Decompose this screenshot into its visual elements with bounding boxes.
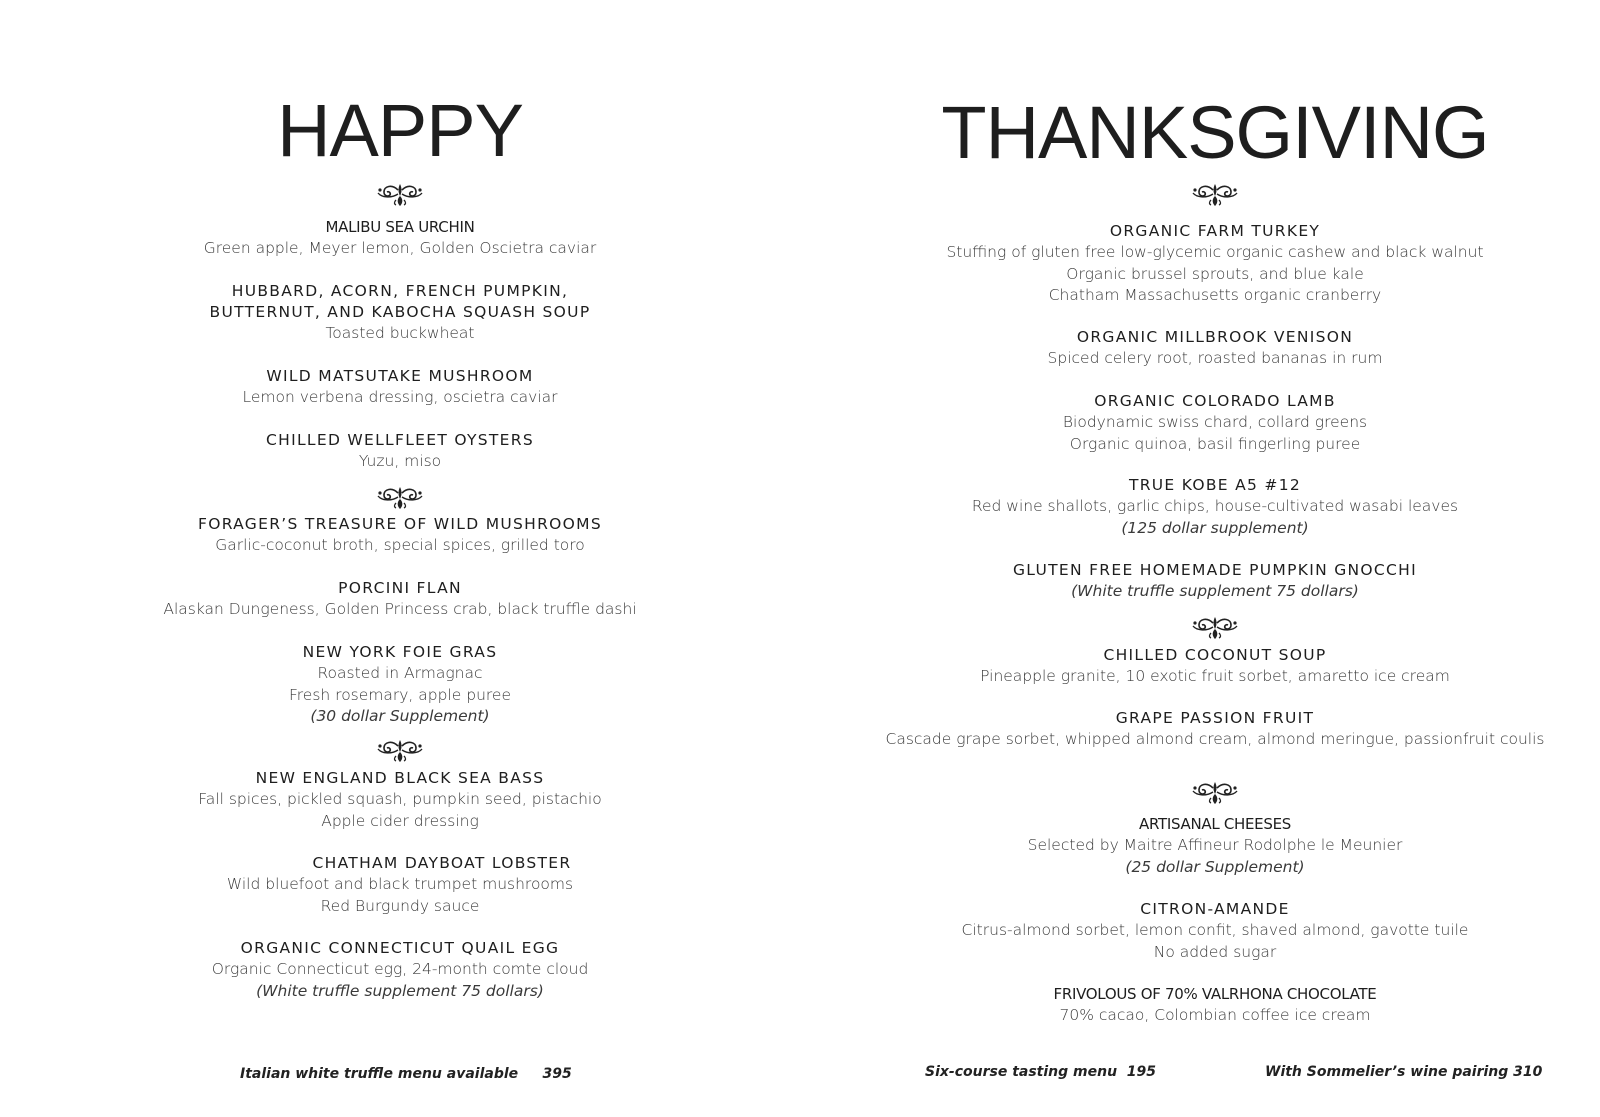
dish-name: HUBBARD, ACORN, FRENCH PUMPKIN, (231, 282, 569, 300)
flourish-ornament-icon (880, 778, 1550, 804)
dish-description: Garlic-coconut broth, special spices, grilled toro (215, 536, 585, 554)
dish-description: Cascade grape sorbet, whipped almond cream, almond meringue, passionfruit coulis (885, 730, 1545, 748)
dish-name: GRAPE PASSION FRUIT (1115, 709, 1315, 727)
menu-item (880, 560, 1550, 603)
dish-name: GLUTEN FREE HOMEMADE PUMPKIN GNOCCHI (1012, 561, 1417, 579)
footer-wine-pairing-price: With Sommelier’s wine pairing 310 (1265, 1064, 1543, 1080)
dish-description: Green apple, Meyer lemon, Golden Oscietra caviar (203, 239, 597, 257)
dish-name: TRUE KOBE A5 #12 (1128, 476, 1302, 494)
menu-item (880, 708, 1550, 751)
dish-description: Chatham Massachusetts organic cranberry (1048, 286, 1382, 304)
dish-supplement: (White truffle supplement 75 dollars) (256, 981, 544, 1000)
dish-description: Toasted buckwheat (325, 324, 475, 342)
dish-name: ORGANIC CONNECTICUT QUAIL EGG (240, 939, 560, 957)
dish-description: Selected by Maitre Affineur Rodolphe le Meunier (1027, 836, 1403, 854)
flourish-ornament-icon (150, 736, 650, 762)
menu-item (150, 853, 650, 917)
dish-description: Citrus-almond sorbet, lemon confit, shaved almond, gavotte tuile (961, 921, 1469, 939)
dish-description: Pineapple granite, 10 exotic fruit sorbet, amaretto ice cream (980, 667, 1450, 685)
menu-item (880, 475, 1550, 539)
dish-name: CHILLED COCONUT SOUP (1103, 646, 1327, 664)
dish-name: MALIBU SEA URCHIN (325, 218, 475, 236)
dish-description: Spiced celery root, roasted bananas in rum (1047, 349, 1383, 367)
menu-item (880, 645, 1550, 688)
dish-name: NEW YORK FOIE GRAS (302, 643, 498, 661)
footer-truffle-menu-price: Italian white truffle menu available 395 (240, 1066, 572, 1082)
flourish-ornament-icon (880, 180, 1550, 206)
dish-description: Organic brussel sprouts, and blue kale (1066, 264, 1364, 283)
dish-name: ORGANIC MILLBROOK VENISON (1076, 328, 1354, 346)
dish-description: Organic Connecticut egg, 24-month comte cloud (211, 960, 589, 978)
dish-description: Organic quinoa, basil fingerling puree (1069, 434, 1361, 453)
menu-item (880, 221, 1550, 307)
dish-description: Yuzu, miso (358, 452, 442, 470)
dish-name: CHILLED WELLFLEET OYSTERS (266, 431, 534, 449)
dish-description: 70% cacao, Colombian coffee ice cream (1059, 1006, 1371, 1024)
footer-tasting-menu-price: Six-course tasting menu 195 (925, 1064, 1157, 1080)
menu-item (150, 366, 650, 409)
menu-item (880, 327, 1550, 370)
dish-description: Fall spices, pickled squash, pumpkin seed, pistachio (198, 790, 602, 808)
dish-name: ORGANIC COLORADO LAMB (1094, 392, 1336, 410)
dish-name-continued: BUTTERNUT, AND KABOCHA SQUASH SOUP (209, 303, 591, 321)
dish-name: NEW ENGLAND BLACK SEA BASS (255, 769, 545, 787)
menu-item (880, 899, 1550, 963)
flourish-ornament-icon (150, 483, 650, 509)
dish-name: ARTISANAL CHEESES (1139, 815, 1291, 833)
dish-name: WILD MATSUTAKE MUSHROOM (266, 367, 534, 385)
dish-description: Fresh rosemary, apple puree (288, 685, 512, 704)
page-title-thanksgiving: THANKSGIVING (941, 91, 1489, 174)
menu-item (880, 814, 1550, 878)
menu-item (150, 642, 650, 728)
dish-supplement: (White truffle supplement 75 dollars) (1071, 582, 1359, 600)
menu-item (150, 514, 650, 557)
dish-supplement: (30 dollar Supplement) (310, 707, 490, 725)
dish-description: Biodynamic swiss chard, collard greens (1062, 413, 1368, 431)
menu-item (880, 984, 1550, 1027)
dish-description: Red wine shallots, garlic chips, house-cultivated wasabi leaves (971, 497, 1459, 515)
dish-name: FORAGER’S TREASURE OF WILD MUSHROOMS (198, 515, 602, 533)
dish-name: PORCINI FLAN (338, 579, 462, 597)
dish-description: Stuffing of gluten free low-glycemic organic cashew and black walnut (946, 243, 1484, 261)
dish-description: Apple cider dressing (321, 811, 479, 830)
menu-item (150, 281, 650, 345)
dish-description: Alaskan Dungeness, Golden Princess crab, black truffle dashi (163, 600, 637, 618)
dish-name: CITRON-AMANDE (1140, 900, 1290, 918)
dish-name: FRIVOLOUS OF 70% VALRHONA CHOCOLATE (1053, 985, 1377, 1003)
menu-item (150, 430, 650, 473)
menu-item (150, 578, 650, 621)
dish-description: Roasted in Armagnac (317, 664, 483, 682)
dish-name: CHATHAM DAYBOAT LOBSTER (312, 854, 572, 872)
menu-item (880, 391, 1550, 455)
dish-supplement: (125 dollar supplement) (1121, 518, 1309, 537)
dish-description: Lemon verbena dressing, oscietra caviar (242, 388, 558, 406)
dish-description: Red Burgundy sauce (320, 896, 480, 915)
menu-item (150, 768, 650, 832)
flourish-ornament-icon (880, 613, 1550, 639)
dish-supplement: (25 dollar Supplement) (1125, 857, 1305, 876)
page-title-happy: HAPPY (277, 89, 523, 172)
dish-description: No added sugar (1153, 942, 1277, 961)
menu-item (150, 217, 650, 260)
dish-name: ORGANIC FARM TURKEY (1109, 222, 1321, 240)
flourish-ornament-icon (150, 180, 650, 206)
menu-item (150, 938, 650, 1002)
dish-description: Wild bluefoot and black trumpet mushrooms (226, 875, 574, 893)
